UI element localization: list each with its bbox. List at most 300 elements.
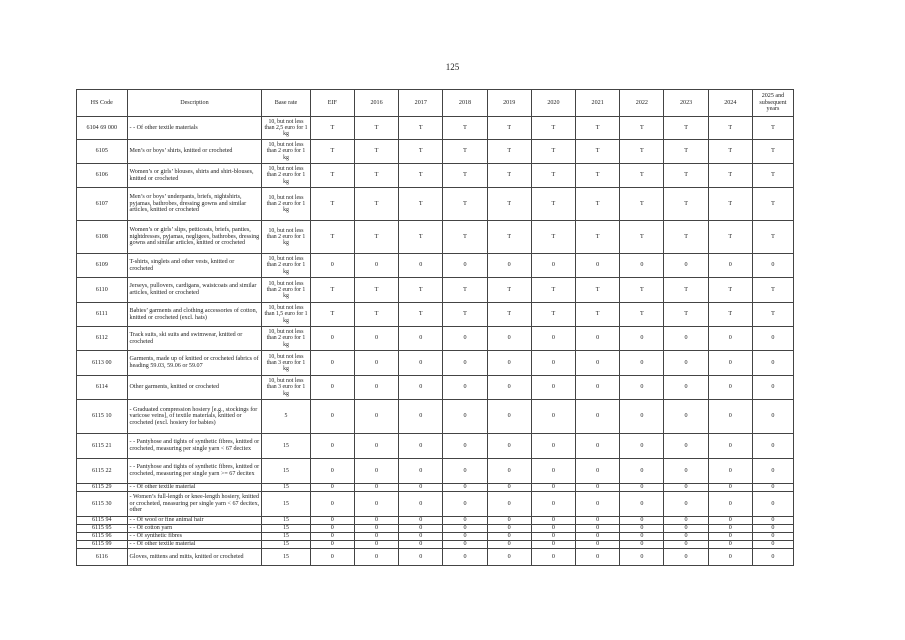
staging-rate-cell: 0 xyxy=(487,351,531,376)
staging-rate-cell: 0 xyxy=(443,492,487,517)
staging-rate-cell: T xyxy=(531,188,575,221)
staging-rate-cell: 0 xyxy=(664,376,708,400)
staging-rate-cell: 0 xyxy=(487,376,531,400)
header-eif: EIF xyxy=(310,90,354,117)
hs-code-cell: 6115 96 xyxy=(77,533,128,541)
staging-rate-cell: T xyxy=(399,140,443,164)
staging-rate-cell: 0 xyxy=(664,351,708,376)
staging-rate-cell: T xyxy=(399,278,443,303)
staging-rate-cell: T xyxy=(487,164,531,188)
staging-rate-cell: T xyxy=(310,140,354,164)
table-row xyxy=(77,400,794,434)
staging-rate-cell: T xyxy=(576,221,620,254)
hs-code-cell: 6115 22 xyxy=(77,459,128,484)
table-row xyxy=(77,517,794,525)
staging-rate-cell: 0 xyxy=(354,327,398,351)
staging-rate-cell: T xyxy=(487,188,531,221)
staging-rate-cell: 0 xyxy=(620,549,664,566)
staging-rate-cell: T xyxy=(576,188,620,221)
staging-rate-cell: 0 xyxy=(354,549,398,566)
table-row xyxy=(77,492,794,517)
staging-rate-cell: T xyxy=(354,188,398,221)
staging-rate-cell: 0 xyxy=(752,492,793,517)
staging-rate-cell: T xyxy=(752,188,793,221)
staging-rate-cell: 0 xyxy=(487,549,531,566)
staging-rate-cell: 0 xyxy=(487,434,531,459)
staging-rate-cell: 0 xyxy=(531,492,575,517)
staging-rate-cell: 0 xyxy=(708,351,752,376)
staging-rate-cell: 0 xyxy=(752,351,793,376)
staging-rate-cell: T xyxy=(576,117,620,140)
staging-rate-cell: T xyxy=(708,221,752,254)
staging-rate-cell: 0 xyxy=(752,327,793,351)
staging-rate-cell: 0 xyxy=(620,327,664,351)
hs-code-cell: 6107 xyxy=(77,188,128,221)
description-cell: - - Of other textile materials xyxy=(127,117,262,140)
staging-rate-cell: 0 xyxy=(708,533,752,541)
table-row xyxy=(77,351,794,376)
staging-rate-cell: 0 xyxy=(708,541,752,549)
staging-rate-cell: 0 xyxy=(399,400,443,434)
staging-rate-cell: 0 xyxy=(576,459,620,484)
staging-rate-cell: 0 xyxy=(752,400,793,434)
staging-rate-cell: 0 xyxy=(708,327,752,351)
hs-code-cell: 6115 10 xyxy=(77,400,128,434)
base-rate-cell: 15 xyxy=(262,517,310,525)
table-row xyxy=(77,459,794,484)
staging-rate-cell: 0 xyxy=(443,517,487,525)
base-rate-cell: 10, but not less than 1,5 euro for 1 kg xyxy=(262,303,310,327)
base-rate-cell: 10, but not less than 2 euro for 1 kg xyxy=(262,327,310,351)
description-cell: Track suits, ski suits and swimwear, knitted or crocheted xyxy=(127,327,262,351)
staging-rate-cell: 0 xyxy=(708,525,752,533)
base-rate-cell: 15 xyxy=(262,541,310,549)
hs-code-cell: 6115 99 xyxy=(77,541,128,549)
staging-rate-cell: 0 xyxy=(487,484,531,492)
staging-rate-cell: 0 xyxy=(576,327,620,351)
staging-rate-cell: T xyxy=(664,188,708,221)
staging-rate-cell: T xyxy=(354,117,398,140)
staging-rate-cell: 0 xyxy=(443,525,487,533)
staging-rate-cell: 0 xyxy=(399,351,443,376)
table-header-row xyxy=(77,90,794,117)
staging-rate-cell: 0 xyxy=(399,517,443,525)
staging-rate-cell: T xyxy=(487,303,531,327)
staging-rate-cell: T xyxy=(708,140,752,164)
staging-rate-cell: 0 xyxy=(443,484,487,492)
staging-rate-cell: 0 xyxy=(354,254,398,278)
staging-rate-cell: 0 xyxy=(310,351,354,376)
table-row xyxy=(77,303,794,327)
staging-rate-cell: T xyxy=(752,140,793,164)
staging-rate-cell: 0 xyxy=(576,525,620,533)
base-rate-cell: 10, but not less than 3 euro for 1 kg xyxy=(262,376,310,400)
staging-rate-cell: T xyxy=(354,278,398,303)
staging-rate-cell: T xyxy=(443,164,487,188)
staging-rate-cell: T xyxy=(620,140,664,164)
base-rate-cell: 10, but not less than 2,5 euro for 1 kg xyxy=(262,117,310,140)
description-cell: - Graduated compression hosiery [e.g., stockings for varicose veins], of textile materials, knitted or crocheted (excl. hosiery for babies) xyxy=(127,400,262,434)
staging-rate-cell: T xyxy=(708,303,752,327)
staging-rate-cell: T xyxy=(531,140,575,164)
staging-rate-cell: T xyxy=(620,303,664,327)
staging-rate-cell: 0 xyxy=(399,549,443,566)
staging-rate-cell: T xyxy=(399,164,443,188)
description-cell: - - Of cotton yarn xyxy=(127,525,262,533)
header-year-2022: 2022 xyxy=(620,90,664,117)
staging-rate-cell: 0 xyxy=(354,541,398,549)
staging-rate-cell: 0 xyxy=(664,484,708,492)
staging-rate-cell: T xyxy=(752,164,793,188)
staging-rate-cell: T xyxy=(708,117,752,140)
staging-rate-cell: 0 xyxy=(531,517,575,525)
hs-code-cell: 6109 xyxy=(77,254,128,278)
staging-rate-cell: 0 xyxy=(487,517,531,525)
staging-rate-cell: 0 xyxy=(487,525,531,533)
header-year-2019: 2019 xyxy=(487,90,531,117)
staging-rate-cell: 0 xyxy=(620,533,664,541)
table-body xyxy=(77,117,794,566)
staging-rate-cell: 0 xyxy=(531,549,575,566)
staging-rate-cell: 0 xyxy=(664,492,708,517)
staging-rate-cell: T xyxy=(399,303,443,327)
base-rate-cell: 5 xyxy=(262,400,310,434)
description-cell: - - Of other textile material xyxy=(127,484,262,492)
staging-rate-cell: T xyxy=(399,188,443,221)
staging-rate-cell: 0 xyxy=(708,376,752,400)
staging-rate-cell: 0 xyxy=(708,459,752,484)
staging-rate-cell: T xyxy=(664,278,708,303)
base-rate-cell: 15 xyxy=(262,492,310,517)
header-year-2023: 2023 xyxy=(664,90,708,117)
staging-rate-cell: 0 xyxy=(664,525,708,533)
staging-rate-cell: T xyxy=(576,303,620,327)
staging-rate-cell: 0 xyxy=(443,549,487,566)
staging-rate-cell: T xyxy=(664,221,708,254)
staging-rate-cell: T xyxy=(576,278,620,303)
description-cell: - Women’s full-length or knee-length hosiery, knitted or crocheted, measuring per single yarn < 67 decitex, other xyxy=(127,492,262,517)
table-row xyxy=(77,164,794,188)
description-cell: Jerseys, pullovers, cardigans, waistcoats and similar articles, knitted or crocheted xyxy=(127,278,262,303)
staging-rate-cell: 0 xyxy=(752,533,793,541)
table-row xyxy=(77,525,794,533)
description-cell: Men’s or boys’ shirts, knitted or crocheted xyxy=(127,140,262,164)
staging-rate-cell: T xyxy=(620,221,664,254)
description-cell: - - Pantyhose and tights of synthetic fibres, knitted or crocheted, measuring per single yarn < 67 decitex xyxy=(127,434,262,459)
description-cell: Babies’ garments and clothing accessories of cotton, knitted or crocheted (excl. hats) xyxy=(127,303,262,327)
staging-rate-cell: T xyxy=(443,278,487,303)
staging-rate-cell: T xyxy=(708,188,752,221)
staging-rate-cell: T xyxy=(752,278,793,303)
table-row xyxy=(77,117,794,140)
staging-rate-cell: 0 xyxy=(310,492,354,517)
hs-code-cell: 6115 95 xyxy=(77,525,128,533)
staging-rate-cell: 0 xyxy=(443,400,487,434)
description-cell: Gloves, mittens and mitts, knitted or crocheted xyxy=(127,549,262,566)
table-row xyxy=(77,327,794,351)
staging-rate-cell: T xyxy=(399,221,443,254)
base-rate-cell: 15 xyxy=(262,533,310,541)
staging-rate-cell: 0 xyxy=(664,254,708,278)
table-row xyxy=(77,533,794,541)
staging-rate-cell: T xyxy=(443,303,487,327)
staging-rate-cell: T xyxy=(531,303,575,327)
staging-rate-cell: 0 xyxy=(576,434,620,459)
base-rate-cell: 10, but not less than 3 euro for 1 kg xyxy=(262,351,310,376)
staging-rate-cell: 0 xyxy=(708,400,752,434)
staging-rate-cell: T xyxy=(310,221,354,254)
staging-rate-cell: 0 xyxy=(576,400,620,434)
description-cell: - - Of other textile material xyxy=(127,541,262,549)
description-cell: Other garments, knitted or crocheted xyxy=(127,376,262,400)
staging-rate-cell: T xyxy=(310,303,354,327)
staging-rate-cell: 0 xyxy=(310,517,354,525)
staging-rate-cell: 0 xyxy=(354,351,398,376)
header-year-2018: 2018 xyxy=(443,90,487,117)
staging-rate-cell: 0 xyxy=(620,434,664,459)
staging-rate-cell: 0 xyxy=(664,459,708,484)
staging-rate-cell: T xyxy=(354,221,398,254)
staging-rate-cell: 0 xyxy=(708,549,752,566)
table-row xyxy=(77,541,794,549)
staging-rate-cell: 0 xyxy=(310,254,354,278)
staging-rate-cell: T xyxy=(531,278,575,303)
staging-rate-cell: 0 xyxy=(708,434,752,459)
staging-rate-cell: 0 xyxy=(664,541,708,549)
staging-rate-cell: 0 xyxy=(752,254,793,278)
staging-rate-cell: 0 xyxy=(752,434,793,459)
header-year-2021: 2021 xyxy=(576,90,620,117)
staging-rate-cell: 0 xyxy=(664,549,708,566)
header-year-2024: 2024 xyxy=(708,90,752,117)
staging-rate-cell: 0 xyxy=(443,376,487,400)
staging-rate-cell: 0 xyxy=(620,351,664,376)
staging-rate-cell: 0 xyxy=(708,484,752,492)
page-number: 125 xyxy=(445,62,460,72)
table-row xyxy=(77,140,794,164)
hs-code-cell: 6115 30 xyxy=(77,492,128,517)
base-rate-cell: 10, but not less than 2 euro for 1 kg xyxy=(262,221,310,254)
staging-rate-cell: 0 xyxy=(354,376,398,400)
staging-rate-cell: 0 xyxy=(664,400,708,434)
table-row xyxy=(77,484,794,492)
staging-rate-cell: 0 xyxy=(576,549,620,566)
staging-rate-cell: T xyxy=(487,221,531,254)
base-rate-cell: 10, but not less than 2 euro for 1 kg xyxy=(262,188,310,221)
base-rate-cell: 10, but not less than 2 euro for 1 kg xyxy=(262,140,310,164)
staging-rate-cell: T xyxy=(664,117,708,140)
staging-rate-cell: 0 xyxy=(443,533,487,541)
staging-rate-cell: 0 xyxy=(708,492,752,517)
staging-rate-cell: 0 xyxy=(620,400,664,434)
staging-rate-cell: 0 xyxy=(354,517,398,525)
staging-rate-cell: 0 xyxy=(399,533,443,541)
staging-rate-cell: 0 xyxy=(399,376,443,400)
staging-rate-cell: 0 xyxy=(399,492,443,517)
staging-rate-cell: 0 xyxy=(443,254,487,278)
staging-rate-cell: 0 xyxy=(354,492,398,517)
staging-rate-cell: T xyxy=(620,278,664,303)
staging-rate-cell: 0 xyxy=(443,434,487,459)
staging-rate-cell: T xyxy=(354,164,398,188)
staging-rate-cell: 0 xyxy=(576,351,620,376)
staging-rate-cell: 0 xyxy=(310,533,354,541)
staging-rate-cell: 0 xyxy=(620,525,664,533)
staging-rate-cell: T xyxy=(752,303,793,327)
table-row xyxy=(77,278,794,303)
staging-rate-cell: 0 xyxy=(664,327,708,351)
staging-rate-cell: T xyxy=(531,117,575,140)
staging-rate-cell: 0 xyxy=(354,533,398,541)
staging-rate-cell: T xyxy=(487,140,531,164)
staging-rate-cell: 0 xyxy=(310,484,354,492)
staging-rate-cell: T xyxy=(443,140,487,164)
staging-rate-cell: 0 xyxy=(752,484,793,492)
staging-rate-cell: 0 xyxy=(708,517,752,525)
staging-rate-cell: 0 xyxy=(752,376,793,400)
description-cell: - - Of synthetic fibres xyxy=(127,533,262,541)
staging-rate-cell: T xyxy=(620,164,664,188)
staging-rate-cell: 0 xyxy=(531,541,575,549)
staging-rate-cell: 0 xyxy=(752,525,793,533)
staging-rate-cell: 0 xyxy=(531,525,575,533)
staging-rate-cell: 0 xyxy=(531,533,575,541)
hs-code-cell: 6112 xyxy=(77,327,128,351)
staging-rate-cell: 0 xyxy=(399,434,443,459)
staging-rate-cell: 0 xyxy=(620,484,664,492)
staging-rate-cell: 0 xyxy=(664,434,708,459)
staging-rate-cell: 0 xyxy=(620,517,664,525)
staging-rate-cell: 0 xyxy=(354,434,398,459)
staging-rate-cell: T xyxy=(620,117,664,140)
staging-rate-cell: 0 xyxy=(443,459,487,484)
staging-rate-cell: 0 xyxy=(443,327,487,351)
hs-code-cell: 6115 94 xyxy=(77,517,128,525)
staging-rate-cell: 0 xyxy=(487,492,531,517)
base-rate-cell: 15 xyxy=(262,434,310,459)
staging-rate-cell: 0 xyxy=(310,459,354,484)
staging-rate-cell: 0 xyxy=(399,525,443,533)
table-row xyxy=(77,221,794,254)
staging-rate-cell: 0 xyxy=(487,541,531,549)
staging-rate-cell: 0 xyxy=(487,533,531,541)
base-rate-cell: 10, but not less than 2 euro for 1 kg xyxy=(262,164,310,188)
staging-rate-cell: T xyxy=(752,117,793,140)
staging-rate-cell: 0 xyxy=(752,549,793,566)
staging-rate-cell: 0 xyxy=(620,376,664,400)
staging-rate-cell: 0 xyxy=(531,459,575,484)
staging-rate-cell: 0 xyxy=(399,459,443,484)
hs-code-cell: 6110 xyxy=(77,278,128,303)
staging-rate-cell: 0 xyxy=(310,549,354,566)
staging-rate-cell: 0 xyxy=(531,254,575,278)
staging-rate-cell: 0 xyxy=(443,351,487,376)
hs-code-cell: 6108 xyxy=(77,221,128,254)
hs-code-cell: 6105 xyxy=(77,140,128,164)
staging-rate-cell: 0 xyxy=(354,400,398,434)
staging-rate-cell: 0 xyxy=(487,254,531,278)
staging-rate-cell: 0 xyxy=(576,254,620,278)
description-cell: - - Of wool or fine animal hair xyxy=(127,517,262,525)
staging-rate-cell: 0 xyxy=(708,254,752,278)
header-year-2017: 2017 xyxy=(399,90,443,117)
staging-rate-cell: 0 xyxy=(310,400,354,434)
staging-rate-cell: T xyxy=(354,140,398,164)
staging-rate-cell: 0 xyxy=(576,484,620,492)
staging-rate-cell: 0 xyxy=(487,400,531,434)
base-rate-cell: 15 xyxy=(262,459,310,484)
staging-rate-cell: T xyxy=(310,278,354,303)
hs-code-cell: 6114 xyxy=(77,376,128,400)
staging-rate-cell: 0 xyxy=(310,434,354,459)
table-row xyxy=(77,376,794,400)
staging-rate-cell: 0 xyxy=(310,376,354,400)
staging-rate-cell: T xyxy=(443,188,487,221)
table-row xyxy=(77,254,794,278)
staging-rate-cell: 0 xyxy=(354,525,398,533)
staging-rate-cell: T xyxy=(664,140,708,164)
base-rate-cell: 10, but not less than 2 euro for 1 kg xyxy=(262,278,310,303)
staging-rate-cell: 0 xyxy=(487,459,531,484)
staging-rate-cell: 0 xyxy=(399,484,443,492)
staging-rate-cell: 0 xyxy=(531,484,575,492)
header-year-2016: 2016 xyxy=(354,90,398,117)
staging-rate-cell: 0 xyxy=(576,517,620,525)
staging-rate-cell: 0 xyxy=(399,327,443,351)
staging-rate-cell: 0 xyxy=(664,517,708,525)
staging-rate-cell: 0 xyxy=(620,492,664,517)
header-year-2025-onward: 2025 and subsequent years xyxy=(752,90,793,117)
staging-rate-cell: T xyxy=(531,164,575,188)
staging-rate-cell: T xyxy=(576,164,620,188)
staging-rate-cell: 0 xyxy=(354,459,398,484)
base-rate-cell: 15 xyxy=(262,525,310,533)
staging-rate-cell: 0 xyxy=(620,254,664,278)
staging-rate-cell: 0 xyxy=(354,484,398,492)
description-cell: - - Pantyhose and tights of synthetic fibres, knitted or crocheted, measuring per single yarn >= 67 decitex xyxy=(127,459,262,484)
staging-rate-cell: T xyxy=(443,221,487,254)
staging-rate-cell: T xyxy=(487,278,531,303)
staging-rate-cell: 0 xyxy=(531,376,575,400)
staging-rate-cell: 0 xyxy=(310,541,354,549)
staging-rate-cell: T xyxy=(310,117,354,140)
staging-rate-cell: 0 xyxy=(620,459,664,484)
staging-rate-cell: 0 xyxy=(576,492,620,517)
staging-rate-cell: 0 xyxy=(620,541,664,549)
staging-rate-cell: 0 xyxy=(576,533,620,541)
hs-code-cell: 6115 29 xyxy=(77,484,128,492)
staging-rate-cell: 0 xyxy=(752,459,793,484)
staging-rate-cell: 0 xyxy=(399,541,443,549)
description-cell: Women’s or girls’ blouses, shirts and shirt-blouses, knitted or crocheted xyxy=(127,164,262,188)
staging-rate-cell: T xyxy=(752,221,793,254)
description-cell: Men’s or boys’ underpants, briefs, nightshirts, pyjamas, bathrobes, dressing gowns and similar articles, knitted or crocheted xyxy=(127,188,262,221)
table-row xyxy=(77,434,794,459)
hs-code-cell: 6115 21 xyxy=(77,434,128,459)
staging-rate-cell: T xyxy=(443,117,487,140)
staging-rate-cell: 0 xyxy=(531,434,575,459)
description-cell: T-shirts, singlets and other vests, knitted or crocheted xyxy=(127,254,262,278)
description-cell: Garments, made up of knitted or crocheted fabrics of heading 59.03, 59.06 or 59.07 xyxy=(127,351,262,376)
staging-rate-cell: 0 xyxy=(531,351,575,376)
hs-code-cell: 6104 69 000 xyxy=(77,117,128,140)
staging-rate-cell: T xyxy=(399,117,443,140)
base-rate-cell: 15 xyxy=(262,549,310,566)
header-hs-code: HS Code xyxy=(77,90,128,117)
tariff-schedule-table xyxy=(76,89,794,566)
staging-rate-cell: T xyxy=(487,117,531,140)
hs-code-cell: 6106 xyxy=(77,164,128,188)
